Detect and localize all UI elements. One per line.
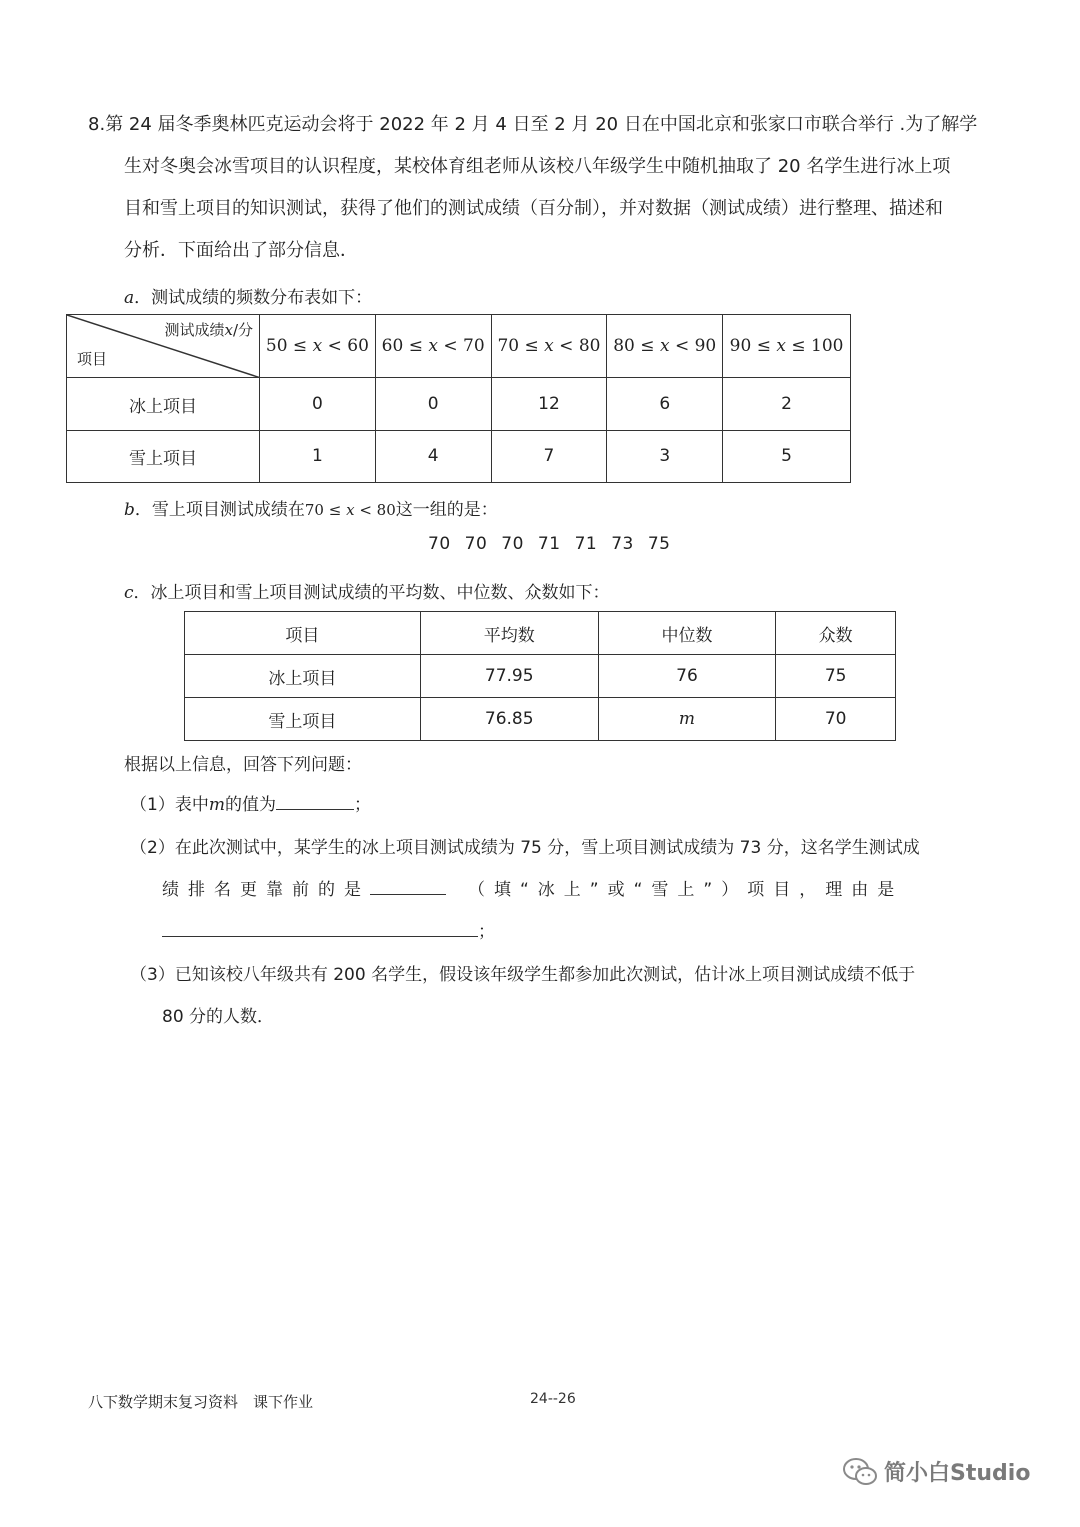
watermark-text: 简小白Studio <box>884 1461 1031 1486</box>
sub-question-2-line-1: （2）在此次测试中，某学生的冰上项目测试成绩为 75 分，雪上项目测试成绩为 73 分，这名学生测试成 <box>130 838 920 858</box>
table-cell: 75 <box>776 655 896 698</box>
header-score-label: 测试成绩x/分 <box>164 321 253 339</box>
score-value: 71 <box>574 534 598 554</box>
wechat-icon <box>842 1457 878 1487</box>
range-expression: 70 ≤ x < 80 <box>304 501 396 519</box>
page-number: 24--26 <box>530 1391 576 1407</box>
score-value: 70 <box>428 534 451 554</box>
table-row <box>185 698 896 741</box>
part-a-heading: a．测试成绩的频数分布表如下： <box>124 288 373 308</box>
row-label: 冰上项目 <box>67 378 260 430</box>
footer-title: 八下数学期末复习资料 课下作业 <box>88 1393 314 1411</box>
part-c-heading: c．冰上项目和雪上项目测试成绩的平均数、中位数、众数如下： <box>124 583 610 603</box>
table-cell: 6 <box>607 378 723 430</box>
question-line-1: 8.第 24 届冬季奥林匹克运动会将于 2022 年 2 月 4 日至 2 月 20 日在中国北京和张家口市联合举行 .为了解学 <box>88 114 978 135</box>
table-cell: 0 <box>260 378 376 430</box>
sub-question-2-line-3: ； <box>162 911 495 953</box>
table-cell: 1 <box>260 430 376 482</box>
question-line-4: 分析．下面给出了部分信息． <box>124 240 358 261</box>
column-header: 平均数 <box>420 612 598 655</box>
table-row <box>67 430 851 482</box>
table-cell: 7 <box>491 430 607 482</box>
sub-question-1: （1）表中m的值为 ； <box>130 784 371 826</box>
header-item-label: 项目 <box>77 350 108 369</box>
statistics-header-row <box>185 612 896 655</box>
question-line-2: 生对冬奥会冰雪项目的认识程度，某校体育组老师从该校八年级学生中随机抽取了 20 名学生进行冰上项 <box>124 156 951 177</box>
frequency-table <box>66 314 851 483</box>
answer-prompt: 根据以上信息，回答下列问题： <box>124 755 362 775</box>
sub-question-2-line-2: 绩排名更靠前的是 （填“冰上”或“雪上”）项目，理由是 <box>162 869 998 911</box>
table-cell: m <box>598 698 776 741</box>
watermark <box>842 1456 1030 1487</box>
row-label: 雪上项目 <box>67 430 260 482</box>
table-cell: 5 <box>723 430 851 482</box>
score-list <box>428 534 684 554</box>
table-cell: 70 <box>776 698 896 741</box>
frequency-header-row <box>67 315 851 378</box>
table-cell: 4 <box>375 430 491 482</box>
range-header: 90 ≤ x ≤ 100 <box>723 315 851 378</box>
score-value: 73 <box>611 534 634 554</box>
column-header: 众数 <box>776 612 896 655</box>
row-label: 雪上项目 <box>185 698 421 741</box>
score-value: 70 <box>464 534 488 554</box>
table-cell: 2 <box>723 378 851 430</box>
range-header: 50 ≤ x < 60 <box>260 315 376 378</box>
score-value: 75 <box>647 534 671 554</box>
sub-question-3-line-2: 80 分的人数． <box>162 1007 275 1027</box>
column-header: 中位数 <box>598 612 776 655</box>
table-cell: 3 <box>607 430 723 482</box>
score-value: 70 <box>501 534 524 554</box>
answer-blank[interactable] <box>370 876 446 895</box>
question-number: 8. <box>88 114 106 135</box>
range-header: 70 ≤ x < 80 <box>491 315 607 378</box>
sub-question-3-line-1: （3）已知该校八年级共有 200 名学生，假设该年级学生都参加此次测试，估计冰上项目测试成绩不低于 <box>130 965 916 985</box>
question-line-3: 目和雪上项目的知识测试，获得了他们的测试成绩（百分制），并对数据（测试成绩）进行整理、描述和 <box>124 198 943 219</box>
statistics-table <box>184 611 896 741</box>
table-cell: 12 <box>491 378 607 430</box>
range-header: 80 ≤ x < 90 <box>607 315 723 378</box>
table-cell: 76 <box>598 655 776 698</box>
table-row <box>185 655 896 698</box>
answer-blank[interactable] <box>162 918 478 937</box>
range-header: 60 ≤ x < 70 <box>375 315 491 378</box>
part-b-heading: b．雪上项目测试成绩在70 ≤ x < 80这一组的是： <box>124 500 498 520</box>
answer-blank[interactable] <box>276 791 354 810</box>
table-cell: 76.85 <box>420 698 598 741</box>
table-cell: 77.95 <box>420 655 598 698</box>
column-header: 项目 <box>185 612 421 655</box>
table-cell: 0 <box>375 378 491 430</box>
score-value: 71 <box>537 534 561 554</box>
diagonal-header-cell <box>67 315 260 378</box>
row-label: 冰上项目 <box>185 655 421 698</box>
table-row <box>67 378 851 430</box>
